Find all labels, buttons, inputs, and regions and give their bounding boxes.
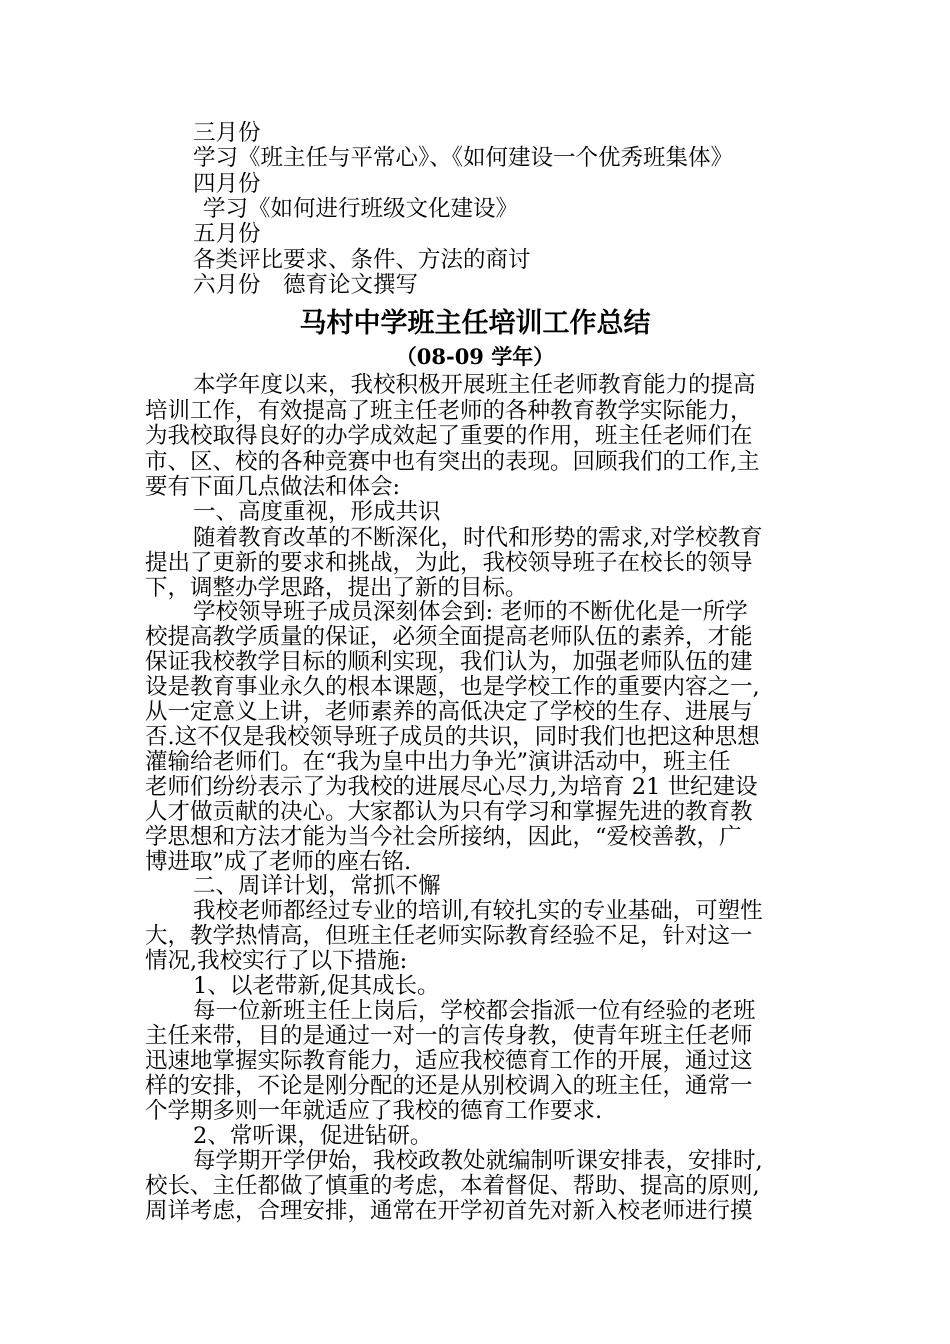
body-line: 要有下面几点做法和体会: [145, 474, 401, 500]
schedule-line: 三月份 [193, 120, 261, 146]
section-heading: 一、高度重视，形成共识 [193, 499, 441, 525]
section-heading: 二、周详计划，常抓不懈 [193, 873, 441, 899]
body-line: 博进取”成了老师的座右铭. [145, 849, 412, 875]
body-line: 人才做贡献的决心。大家都认为只有学习和掌握先进的教育教 [145, 799, 753, 825]
body-line: 个学期多则一年就适应了我校的德育工作要求. [145, 1098, 603, 1124]
body-line: 周详考虑，合理安排，通常在开学初首先对新入校老师进行摸 [145, 1198, 753, 1224]
body-line: 市、区、校的各种竞赛中也有突出的表现。回顾我们的工作,主 [145, 449, 760, 475]
body-line: 主任来带，目的是通过一对一的言传身教，使青年班主任老师 [145, 1023, 753, 1049]
body-line: 每学期开学伊始，我校政教处就编制听课安排表，安排时, [193, 1148, 763, 1174]
body-line: 从一定意义上讲，老师素养的高低决定了学校的生存、进展与 [145, 699, 753, 725]
document-subtitle: （08-09 学年） [395, 344, 555, 369]
document-title: 马村中学班主任培训工作总结 [299, 308, 651, 339]
body-line: 培训工作，有效提高了班主任老师的各种教育教学实际能力， [145, 398, 753, 424]
body-line: 下，调整办学思路，提出了新的目标。 [145, 575, 528, 601]
body-line: 设是教育事业永久的根本课题，也是学校工作的重要内容之一, [145, 674, 760, 700]
schedule-line: 六月份 德育论文撰写 [193, 272, 419, 298]
body-line: 老师们纷纷表示了为我校的进展尽心尽力,为培育 21 世纪建设 [145, 774, 758, 800]
body-line: 我校老师都经过专业的培训,有较扎实的专业基础，可塑性 [193, 898, 763, 924]
body-line: 本学年度以来，我校积极开展班主任老师教育能力的提高 [193, 372, 756, 398]
schedule-line: 四月份 [193, 171, 261, 197]
body-line: 否.这不仅是我校领导班子成员的共识，同时我们也把这种思想 [145, 724, 760, 750]
schedule-line: 各类评比要求、条件、方法的商讨 [193, 247, 531, 273]
schedule-line: 学习《班主任与平常心》、《如何建设一个优秀班集体》 [193, 145, 734, 171]
schedule-line: 学习《如何进行班级文化建设》 [203, 196, 519, 222]
subsection-heading: 1、以老带新,促其成长。 [193, 973, 440, 999]
body-line: 保证我校教学目标的顺利实现，我们认为，加强老师队伍的建 [145, 649, 753, 675]
body-line: 学校领导班子成员深刻体会到: 老师的不断优化是一所学 [193, 599, 748, 625]
subsection-heading: 2、常听课，促进钻研。 [193, 1123, 433, 1149]
body-line: 为我校取得良好的办学成效起了重要的作用，班主任老师们在 [145, 423, 753, 449]
body-line: 情况,我校实行了以下措施: [145, 948, 408, 974]
body-line: 学思想和方法才能为当今社会所接纳，因此，“爱校善教，广 [145, 824, 742, 850]
body-line: 迅速地掌握实际教育能力，适应我校德育工作的开展，通过这 [145, 1048, 753, 1074]
body-line: 校长、主任都做了慎重的考虑，本着督促、帮助、提高的原则, [145, 1173, 760, 1199]
body-line: 每一位新班主任上岗后，学校都会指派一位有经验的老班 [193, 998, 756, 1024]
body-line: 灌输给老师们。在“我为皇中出力争光”演讲活动中，班主任 [145, 749, 731, 775]
body-line: 大，教学热情高，但班主任老师实际教育经验不足，针对这一 [145, 923, 753, 949]
body-line: 样的安排，不论是刚分配的还是从别校调入的班主任，通常一 [145, 1073, 753, 1099]
body-line: 校提高教学质量的保证，必须全面提高老师队伍的素养，才能 [145, 624, 753, 650]
schedule-line: 五月份 [193, 221, 261, 247]
body-line: 提出了更新的要求和挑战，为此，我校领导班子在校长的领导 [145, 550, 753, 576]
body-line: 随着教育改革的不断深化，时代和形势的需求,对学校教育 [193, 525, 763, 551]
